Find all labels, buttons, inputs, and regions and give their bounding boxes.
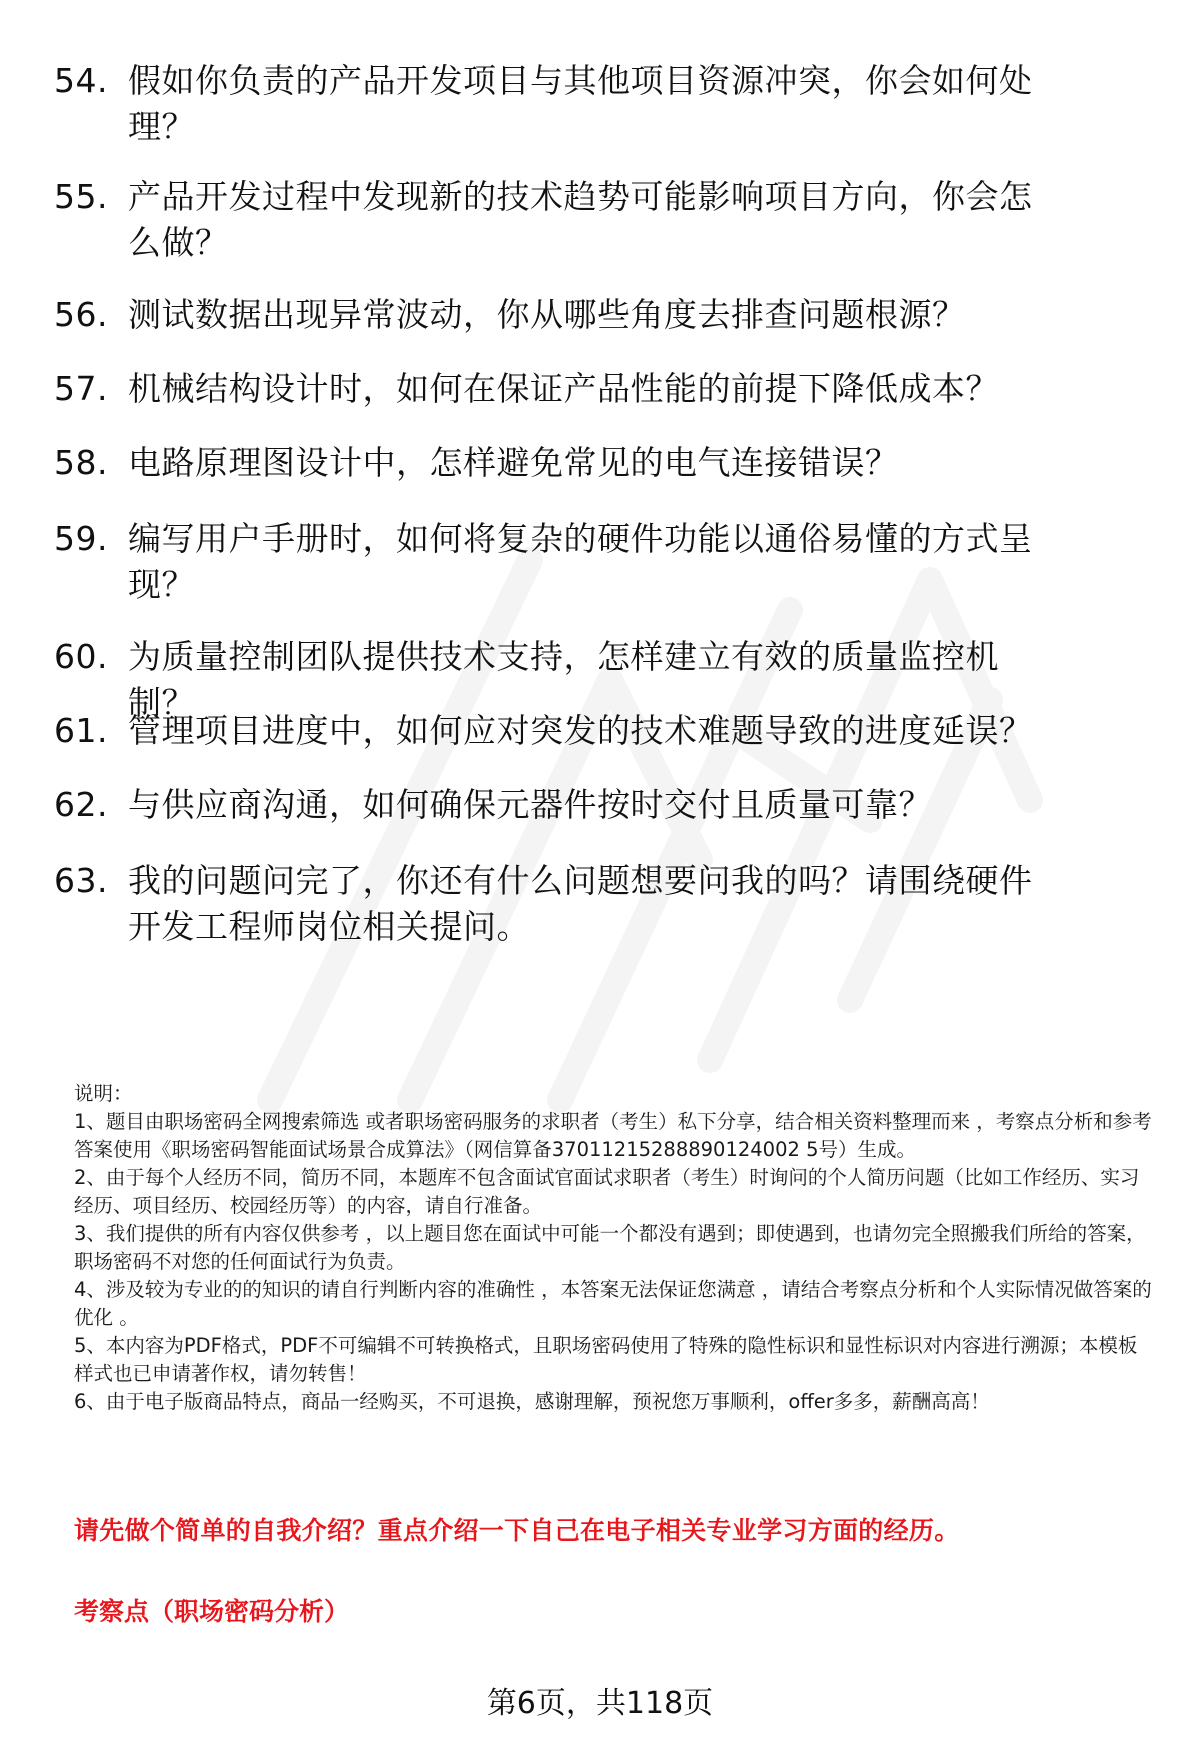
- question-number: 61.: [54, 711, 108, 750]
- question-item: [54, 440, 1054, 486]
- note-item: 1、题目由职场密码全网搜索筛选 或者职场密码服务的求职者（考生）私下分享，结合相关资料整理而来 ，考察点分析和参考答案使用《职场密码智能面试场景合成算法》（网信算备37011215288890124002 5号）生成。: [74, 1110, 1152, 1161]
- question-item: [54, 58, 1054, 150]
- question-number: 56.: [54, 295, 108, 334]
- notes-section: [74, 1080, 1154, 1416]
- note-item: 4、涉及较为专业的的知识的请自行判断内容的准确性 ，本答案无法保证您满意 ，请结合考察点分析和个人实际情况做答案的优化 。: [74, 1278, 1152, 1329]
- note-item: 6、由于电子版商品特点，商品一经购买，不可退换，感谢理解，预祝您万事顺利，offer多多，薪酬高高！: [74, 1390, 990, 1413]
- question-item: [54, 292, 1054, 338]
- question-text: 我的问题问完了，你还有什么问题想要问我的吗？请围绕硬件开发工程师岗位相关提问。: [128, 861, 1033, 946]
- analysis-subheading: 考察点（职场密码分析）: [74, 1597, 350, 1626]
- question-item: [54, 366, 1054, 412]
- question-number: 58.: [54, 443, 108, 482]
- question-number: 60.: [54, 637, 108, 676]
- note-item: 5、本内容为PDF格式，PDF不可编辑不可转换格式，且职场密码使用了特殊的隐性标识和显性标识对内容进行溯源；本模板样式也已申请著作权，请勿转售！: [74, 1334, 1138, 1385]
- question-number: 55.: [54, 177, 108, 216]
- question-number: 54.: [54, 61, 108, 100]
- question-text: 产品开发过程中发现新的技术趋势可能影响项目方向，你会怎么做？: [128, 177, 1033, 262]
- question-text: 假如你负责的产品开发项目与其他项目资源冲突，你会如何处理？: [128, 61, 1033, 146]
- question-text: 测试数据出现异常波动，你从哪些角度去排查问题根源？: [128, 295, 966, 334]
- notes-title: 说明：: [74, 1082, 133, 1105]
- question-text: 编写用户手册时，如何将复杂的硬件功能以通俗易懂的方式呈现？: [128, 519, 1033, 604]
- highlight-question: 请先做个简单的自我介绍？重点介绍一下自己在电子相关专业学习方面的经历。: [74, 1516, 960, 1545]
- question-text: 机械结构设计时，如何在保证产品性能的前提下降低成本？: [128, 369, 999, 408]
- question-item: [54, 708, 1054, 754]
- page-number: 第6页，共118页: [486, 1686, 714, 1721]
- question-item: [54, 782, 1054, 828]
- note-item: 2、由于每个人经历不同，简历不同，本题库不包含面试官面试求职者（考生）时询问的个人简历问题（比如工作经历、实习经历、项目经历、校园经历等）的内容，请自行准备。: [74, 1166, 1140, 1217]
- question-text: 为质量控制团队提供技术支持，怎样建立有效的质量监控机制？: [128, 637, 999, 722]
- note-item: 3、我们提供的所有内容仅供参考 ，以上题目您在面试中可能一个都没有遇到；即使遇到，也请勿完全照搬我们所给的答案，职场密码不对您的任何面试行为负责。: [74, 1222, 1146, 1273]
- question-text: 与供应商沟通，如何确保元器件按时交付且质量可靠？: [128, 785, 932, 824]
- question-item: [54, 858, 1054, 950]
- question-text: 管理项目进度中，如何应对突发的技术难题导致的进度延误？: [128, 711, 1033, 750]
- question-item: [54, 516, 1054, 608]
- question-number: 59.: [54, 519, 108, 558]
- question-number: 63.: [54, 861, 108, 900]
- question-number: 57.: [54, 369, 108, 408]
- question-number: 62.: [54, 785, 108, 824]
- question-item: [54, 174, 1054, 266]
- question-text: 电路原理图设计中，怎样避免常见的电气连接错误？: [128, 443, 899, 482]
